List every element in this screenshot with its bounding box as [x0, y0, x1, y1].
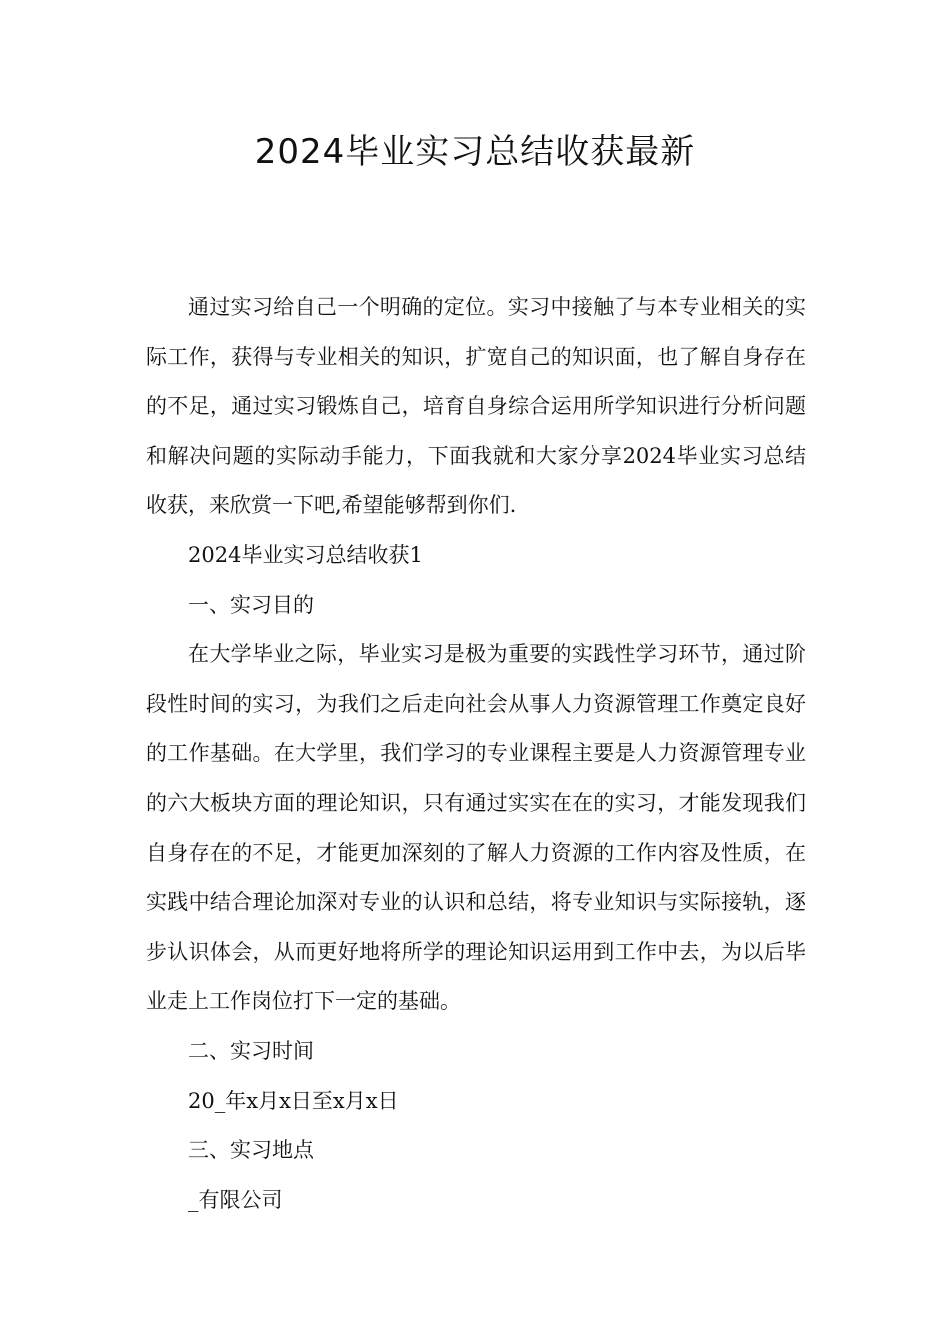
document-title: 2024毕业实习总结收获最新 [254, 132, 696, 172]
intro-paragraph: 通过实习给自己一个明确的定位。实习中接触了与本专业相关的实际工作，获得与专业相关的知识，扩宽自己的知识面，也了解自身存在的不足，通过实习锻炼自己，培育自身综合运用所学知识进行分析问题和解决问题的实际动手能力，下面我就和大家分享2024毕业实习总结收获，来欣赏一下吧,希望能够帮到你们. [146, 295, 806, 518]
time-paragraph: 20_年x月x日至x月x日 [188, 1088, 399, 1113]
section-title: 2024毕业实习总结收获1 [188, 542, 423, 567]
heading-place: 三、实习地点 [188, 1138, 314, 1163]
heading-time: 二、实习时间 [188, 1038, 314, 1063]
purpose-paragraph: 在大学毕业之际，毕业实习是极为重要的实践性学习环节，通过阶段性时间的实习，为我们之后走向社会从事人力资源管理工作奠定良好的工作基础。在大学里，我们学习的专业课程主要是人力资源管理专业的六大板块方面的理论知识，只有通过实实在在的实习，才能发现我们自身存在的不足，才能更加深刻的了解人力资源的工作内容及性质，在实践中结合理论加深对专业的认识和总结，将专业知识与实际接轨，逐步认识体会，从而更好地将所学的理论知识运用到工作中去，为以后毕业走上工作岗位打下一定的基础。 [146, 642, 806, 1014]
heading-purpose: 一、实习目的 [188, 592, 314, 617]
place-paragraph: _有限公司 [188, 1187, 283, 1212]
document-body [146, 283, 806, 1225]
